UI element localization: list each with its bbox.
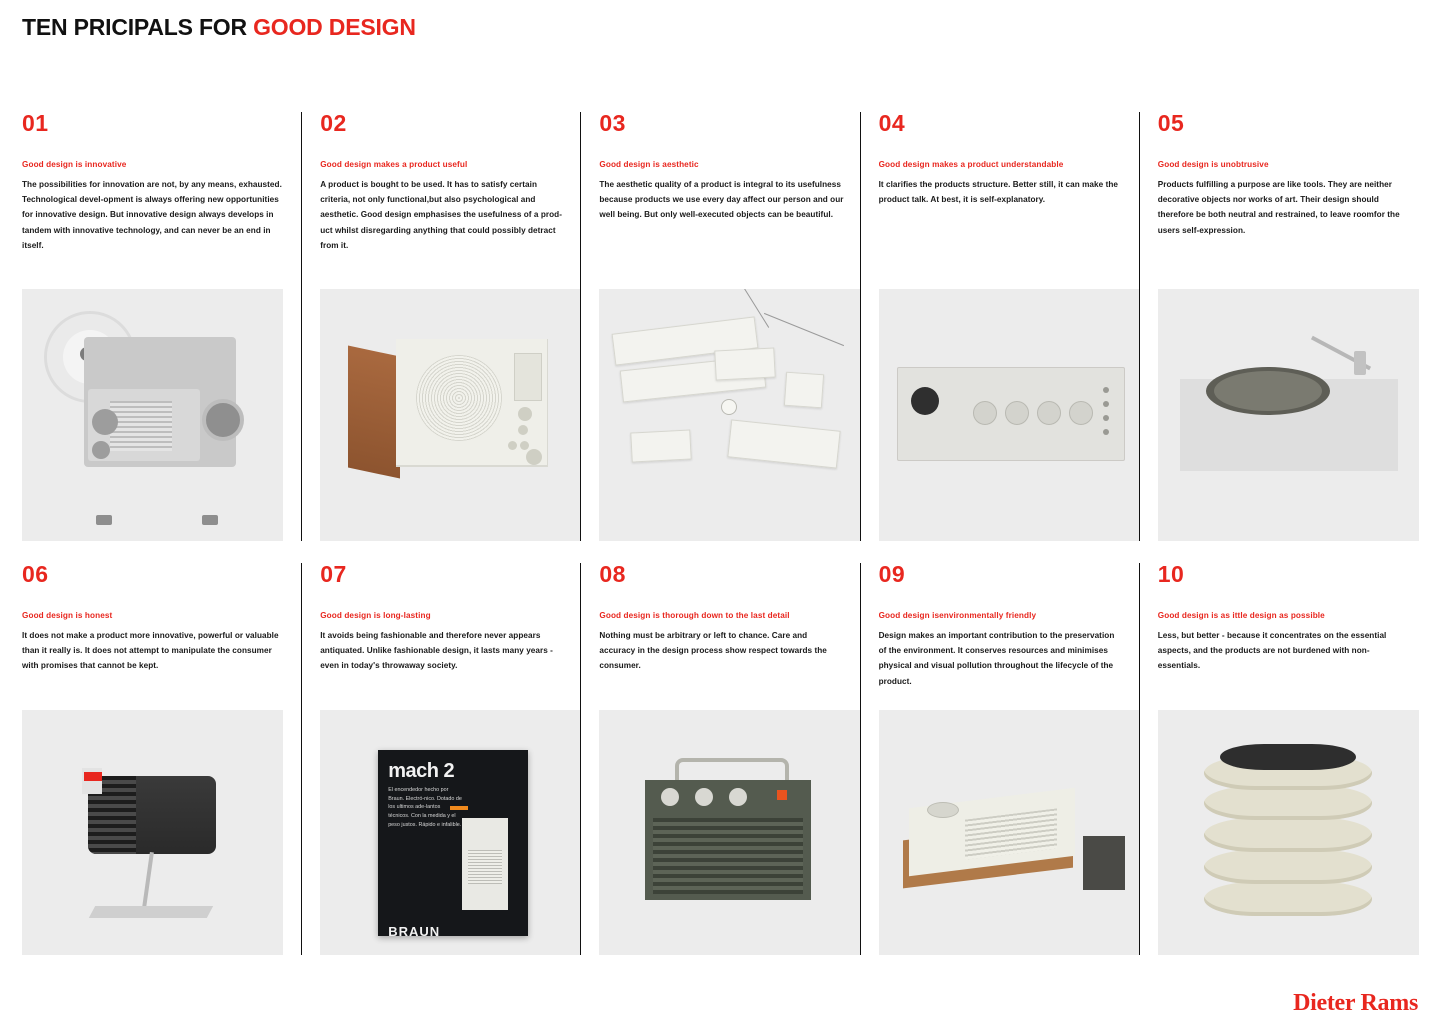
radio-dial [514,353,542,401]
principle-body: The aesthetic quality of a product is integral to its usefulness because products we use every day affect our person and our well being. But only well-executed objects can be beautiful. [599,180,844,220]
principles-grid [22,112,1418,955]
principle-card-06 [22,563,301,955]
amplifier-knob-2 [1005,401,1029,425]
principle-body: The possibilities for innovation are not, by any means, exhausted. Technological devel-opment is always offering new opportunities for innovative design. But innovative design always develops in tandem with innovative technology, and can never be an end in itself. [22,180,282,250]
calculator-strip-5 [631,429,692,462]
principle-number: 09 [878,561,906,587]
product-image-calculators [599,289,860,541]
amplifier-indicator-1 [1103,387,1109,393]
principle-subtitle: Good design is as ittle design as possible [1157,611,1325,620]
principle-number: 05 [1157,110,1185,136]
principle-text [22,159,285,277]
amplifier-indicator-2 [1103,401,1109,407]
principle-number: 07 [320,561,347,587]
amplifier-knob-1 [973,401,997,425]
principle-card-07 [301,563,580,955]
principle-number: 08 [599,561,626,587]
principle-body: It avoids being fashionable and therefore never appears antiquated. Unlike fashionable design, it lasts many years - even in today's throwaway society. [320,631,553,671]
portable-radio-grille [653,818,803,894]
container-ring-2 [1204,786,1372,820]
principle-subtitle: Good design is thorough down to the last detail [599,611,790,620]
principle-body: A product is bought to be used. It has to satisfy certain criteria, not only functional,but also psychological and aesthetic. Good design emphasises the usefulness of a prod-uct whilst disregarding anything that could possibly detract from it. [320,180,562,250]
product-image-projector [22,289,283,541]
turntable-platter-inner [1214,371,1322,411]
projector-knob [92,409,118,435]
principle-subtitle: Good design is innovative [22,160,127,169]
projector-foot-left [96,515,112,525]
lighter-grille [468,850,502,884]
principle-card-02 [301,112,580,541]
principle-text [599,159,843,277]
product-image-fan [22,710,283,955]
principle-card-01 [22,112,301,541]
radio-speaker-grille [416,355,502,441]
principle-body: Design makes an important contribution to the preservation of the environment. It conserves resources and minimises physical and visual pollution throughout the lifecycle of the product. [878,631,1115,686]
lighter-box-brand: BRAUN [388,924,441,939]
radio-wood-side [348,345,400,478]
tape-recorder-reel [927,802,959,818]
author-credit: Dieter Rams [1293,990,1418,1016]
principle-card-05 [1139,112,1418,541]
principle-subtitle: Good design is unobtrusive [1157,160,1269,169]
principles-row-2 [22,563,1418,955]
calculator-cable-2 [764,313,844,346]
fan-base [89,906,213,918]
product-image-portable-radio [599,710,860,955]
principle-subtitle: Good design is long-lasting [320,611,431,620]
calculator-dial-icon [721,399,737,415]
principle-subtitle: Good design is aesthetic [599,160,699,169]
principle-text [879,159,1123,277]
page-title [22,0,1418,41]
principle-card-04 [860,112,1139,541]
product-image-tape-recorder [879,710,1140,955]
principle-subtitle: Good design isenvironmentally friendly [878,611,1037,620]
lighter-box-title: mach 2 [388,760,455,782]
calculator-strip-3 [715,347,776,380]
principle-text [320,610,564,698]
amplifier-indicator-4 [1103,429,1109,435]
container-lid [1220,744,1356,770]
principles-row-1 [22,112,1418,541]
principle-body: Nothing must be arbitrary or left to chance. Care and accuracy in the design process show respect towards the consumer. [599,631,827,671]
principle-body: It clarifies the products structure. Better still, it can make the product talk. At best, it is self-explanatory. [878,180,1118,205]
principle-number: 10 [1157,561,1185,587]
amplifier-main-knob [911,387,939,415]
container-ring-4 [1204,850,1372,884]
principle-text [1158,159,1402,277]
principle-text [320,159,564,277]
product-image-amplifier [879,289,1140,541]
portable-radio-indicator [777,790,787,800]
fan-brand-label [84,772,102,781]
principle-card-03 [580,112,859,541]
turntable-arm-post [1354,351,1366,375]
calculator-strip-6 [728,419,841,468]
amplifier-indicator-3 [1103,415,1109,421]
lighter-flame-icon [450,806,468,810]
amplifier-knob-3 [1037,401,1061,425]
amplifier-knob-4 [1069,401,1093,425]
principle-subtitle: Good design is honest [22,611,113,620]
page-title-dark: TEN PRICIPALS FOR [22,14,254,40]
principle-number: 01 [22,110,49,136]
calculator-strip-4 [784,372,824,409]
fan-stem [142,852,154,908]
principle-card-08 [580,563,859,955]
principle-body: Less, but better - because it concentrates on the essential aspects, and the products are not burdened with non-essentials. [1157,631,1387,671]
principle-number: 02 [320,110,347,136]
container-ring-3 [1204,818,1372,852]
lighter-box-text: El encendedor hecho por Braun. Electró-nico. Dotado de los ultimos ade-lantos técnicos. Con la medida y el peso justos. Rápido e infalible. [388,787,462,828]
principle-body: It does not make a product more innovative, powerful or valuable than it really is. It does not attempt to manipulate the consumer with promises that cannot be kept. [22,631,279,671]
container-ring-5 [1204,882,1372,916]
projector-foot-right [202,515,218,525]
principle-text [22,610,285,698]
projector-knob-small [92,441,110,459]
tape-recorder-speaker-box [1083,836,1125,890]
product-image-lighter-box [320,710,581,955]
product-image-containers [1158,710,1419,955]
principle-card-09 [860,563,1139,955]
principle-number: 03 [599,110,626,136]
principle-text [1158,610,1402,698]
principle-card-10 [1139,563,1418,955]
principle-subtitle: Good design makes a product understandable [878,160,1064,169]
principle-text [879,610,1123,698]
principle-text [599,610,843,698]
product-image-radio [320,289,581,541]
product-image-turntable [1158,289,1419,541]
principle-subtitle: Good design makes a product useful [320,160,468,169]
projector-lens-icon [202,399,244,441]
principle-number: 06 [22,561,49,587]
projector-grille [110,401,172,451]
principle-body: Products fulfilling a purpose are like tools. They are neither decorative objects nor works of art. Their design should therefore be both neutral and restrained, to leave roomfor the users self-expression. [1157,180,1400,235]
page-title-red: GOOD DESIGN [253,14,416,40]
principle-number: 04 [878,110,906,136]
